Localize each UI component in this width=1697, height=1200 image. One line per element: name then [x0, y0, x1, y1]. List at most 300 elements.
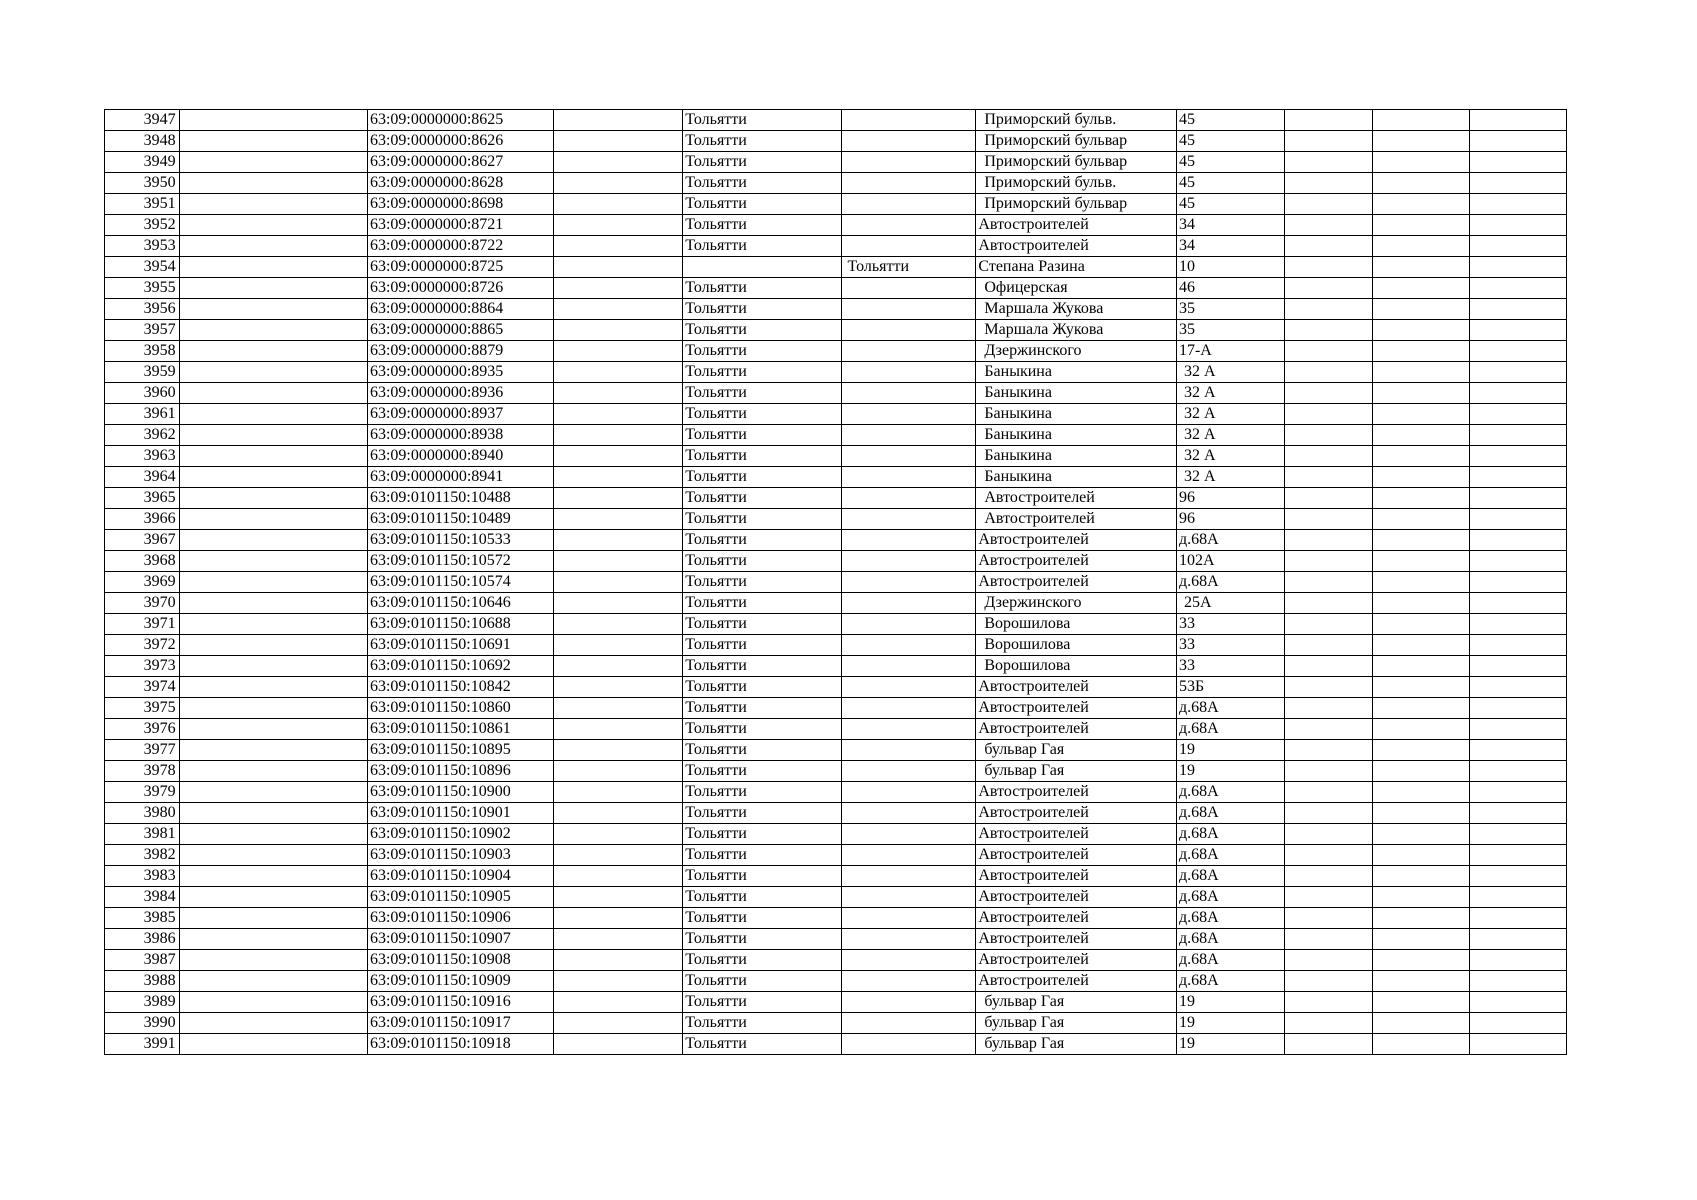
empty-cell — [1285, 1013, 1373, 1034]
empty-cell — [1469, 152, 1566, 173]
cadastral-number-cell: 63:09:0000000:8698 — [367, 194, 553, 215]
empty-cell — [1285, 908, 1373, 929]
city-cell: Тольятти — [683, 887, 841, 908]
empty-cell — [1469, 971, 1566, 992]
empty-cell — [554, 698, 683, 719]
row-number-cell: 3951 — [105, 194, 180, 215]
empty-cell — [1285, 656, 1373, 677]
table-row — [105, 236, 1567, 257]
settlement-cell — [841, 131, 976, 152]
city-cell: Тольятти — [683, 173, 841, 194]
empty-cell — [1469, 929, 1566, 950]
street-cell: Маршала Жукова — [976, 320, 1177, 341]
city-cell: Тольятти — [683, 530, 841, 551]
row-number-cell: 3972 — [105, 635, 180, 656]
table-row — [105, 110, 1567, 131]
city-cell: Тольятти — [683, 656, 841, 677]
empty-cell — [1285, 278, 1373, 299]
row-number-cell: 3968 — [105, 551, 180, 572]
house-cell: 96 — [1176, 509, 1284, 530]
empty-cell — [1373, 530, 1470, 551]
cadastral-number-cell: 63:09:0101150:10904 — [367, 866, 553, 887]
empty-cell — [554, 614, 683, 635]
house-cell: 32 А — [1176, 425, 1284, 446]
row-number-cell: 3988 — [105, 971, 180, 992]
empty-cell — [179, 446, 367, 467]
empty-cell — [179, 719, 367, 740]
street-cell: Ворошилова — [976, 635, 1177, 656]
table-row — [105, 215, 1567, 236]
empty-cell — [1373, 677, 1470, 698]
empty-cell — [1285, 824, 1373, 845]
empty-cell — [1373, 152, 1470, 173]
settlement-cell — [841, 152, 976, 173]
cadastral-number-cell: 63:09:0000000:8726 — [367, 278, 553, 299]
street-cell: Автостроителей — [976, 215, 1177, 236]
row-number-cell: 3948 — [105, 131, 180, 152]
empty-cell — [554, 509, 683, 530]
house-cell: 32 А — [1176, 362, 1284, 383]
empty-cell — [1285, 152, 1373, 173]
settlement-cell — [841, 593, 976, 614]
empty-cell — [1469, 593, 1566, 614]
settlement-cell — [841, 929, 976, 950]
street-cell: Приморский бульв. — [976, 173, 1177, 194]
settlement-cell — [841, 803, 976, 824]
empty-cell — [1469, 299, 1566, 320]
city-cell: Тольятти — [683, 131, 841, 152]
empty-cell — [1285, 761, 1373, 782]
house-cell: д.68А — [1176, 887, 1284, 908]
cadastral-number-cell: 63:09:0000000:8935 — [367, 362, 553, 383]
empty-cell — [554, 257, 683, 278]
empty-cell — [554, 1034, 683, 1055]
empty-cell — [554, 782, 683, 803]
empty-cell — [179, 551, 367, 572]
settlement-cell — [841, 194, 976, 215]
settlement-cell — [841, 1034, 976, 1055]
empty-cell — [1373, 131, 1470, 152]
table-row — [105, 509, 1567, 530]
city-cell: Тольятти — [683, 929, 841, 950]
table-row — [105, 677, 1567, 698]
table-row — [105, 950, 1567, 971]
table-row — [105, 719, 1567, 740]
row-number-cell: 3987 — [105, 950, 180, 971]
cadastral-number-cell: 63:09:0101150:10896 — [367, 761, 553, 782]
empty-cell — [179, 362, 367, 383]
empty-cell — [1285, 425, 1373, 446]
empty-cell — [1285, 467, 1373, 488]
street-cell: Автостроителей — [976, 551, 1177, 572]
city-cell: Тольятти — [683, 551, 841, 572]
street-cell: Автостроителей — [976, 698, 1177, 719]
house-cell: д.68А — [1176, 908, 1284, 929]
house-cell: 45 — [1176, 110, 1284, 131]
house-cell: 34 — [1176, 236, 1284, 257]
street-cell: бульвар Гая — [976, 992, 1177, 1013]
empty-cell — [1373, 509, 1470, 530]
house-cell: 19 — [1176, 992, 1284, 1013]
cadastral-number-cell: 63:09:0101150:10903 — [367, 845, 553, 866]
settlement-cell — [841, 908, 976, 929]
table-row — [105, 425, 1567, 446]
house-cell: 45 — [1176, 131, 1284, 152]
settlement-cell — [841, 782, 976, 803]
settlement-cell — [841, 656, 976, 677]
table-row — [105, 761, 1567, 782]
empty-cell — [1469, 740, 1566, 761]
row-number-cell: 3964 — [105, 467, 180, 488]
empty-cell — [1285, 992, 1373, 1013]
empty-cell — [554, 908, 683, 929]
empty-cell — [1373, 446, 1470, 467]
row-number-cell: 3984 — [105, 887, 180, 908]
empty-cell — [1373, 551, 1470, 572]
empty-cell — [179, 845, 367, 866]
settlement-cell — [841, 530, 976, 551]
house-cell: 19 — [1176, 761, 1284, 782]
city-cell: Тольятти — [683, 803, 841, 824]
row-number-cell: 3959 — [105, 362, 180, 383]
empty-cell — [1469, 803, 1566, 824]
empty-cell — [1373, 803, 1470, 824]
empty-cell — [1285, 215, 1373, 236]
table-row — [105, 572, 1567, 593]
city-cell: Тольятти — [683, 467, 841, 488]
row-number-cell: 3985 — [105, 908, 180, 929]
house-cell: 45 — [1176, 194, 1284, 215]
street-cell: Автостроителей — [976, 887, 1177, 908]
empty-cell — [554, 446, 683, 467]
row-number-cell: 3963 — [105, 446, 180, 467]
empty-cell — [1373, 908, 1470, 929]
street-cell: Приморский бульвар — [976, 152, 1177, 173]
city-cell: Тольятти — [683, 677, 841, 698]
empty-cell — [554, 635, 683, 656]
row-number-cell: 3969 — [105, 572, 180, 593]
row-number-cell: 3981 — [105, 824, 180, 845]
empty-cell — [554, 320, 683, 341]
settlement-cell — [841, 887, 976, 908]
empty-cell — [1285, 719, 1373, 740]
empty-cell — [1285, 446, 1373, 467]
empty-cell — [179, 530, 367, 551]
empty-cell — [179, 467, 367, 488]
empty-cell — [1469, 761, 1566, 782]
city-cell: Тольятти — [683, 698, 841, 719]
settlement-cell — [841, 1013, 976, 1034]
empty-cell — [1373, 593, 1470, 614]
row-number-cell: 3955 — [105, 278, 180, 299]
settlement-cell — [841, 509, 976, 530]
city-cell: Тольятти — [683, 782, 841, 803]
city-cell: Тольятти — [683, 509, 841, 530]
empty-cell — [179, 635, 367, 656]
table-row — [105, 908, 1567, 929]
street-cell: Офицерская — [976, 278, 1177, 299]
empty-cell — [1285, 509, 1373, 530]
empty-cell — [179, 698, 367, 719]
table-row — [105, 257, 1567, 278]
empty-cell — [179, 971, 367, 992]
row-number-cell: 3970 — [105, 593, 180, 614]
empty-cell — [554, 572, 683, 593]
empty-cell — [1373, 236, 1470, 257]
empty-cell — [1469, 362, 1566, 383]
settlement-cell — [841, 950, 976, 971]
settlement-cell — [841, 383, 976, 404]
empty-cell — [179, 656, 367, 677]
street-cell: Баныкина — [976, 362, 1177, 383]
empty-cell — [1285, 488, 1373, 509]
row-number-cell: 3961 — [105, 404, 180, 425]
row-number-cell: 3990 — [105, 1013, 180, 1034]
cadastral-number-cell: 63:09:0101150:10489 — [367, 509, 553, 530]
street-cell: бульвар Гая — [976, 761, 1177, 782]
cadastral-number-cell: 63:09:0000000:8941 — [367, 467, 553, 488]
settlement-cell — [841, 278, 976, 299]
house-cell: д.68А — [1176, 929, 1284, 950]
empty-cell — [554, 656, 683, 677]
table-row — [105, 614, 1567, 635]
empty-cell — [179, 866, 367, 887]
row-number-cell: 3952 — [105, 215, 180, 236]
empty-cell — [1469, 404, 1566, 425]
house-cell: 25А — [1176, 593, 1284, 614]
city-cell: Тольятти — [683, 488, 841, 509]
empty-cell — [179, 992, 367, 1013]
table-row — [105, 551, 1567, 572]
empty-cell — [1285, 971, 1373, 992]
empty-cell — [1373, 992, 1470, 1013]
settlement-cell — [841, 740, 976, 761]
empty-cell — [1285, 635, 1373, 656]
street-cell: Баныкина — [976, 383, 1177, 404]
empty-cell — [179, 887, 367, 908]
table-row — [105, 488, 1567, 509]
street-cell: бульвар Гая — [976, 1034, 1177, 1055]
empty-cell — [554, 677, 683, 698]
empty-cell — [554, 236, 683, 257]
empty-cell — [554, 362, 683, 383]
empty-cell — [179, 257, 367, 278]
empty-cell — [1373, 740, 1470, 761]
cadastral-number-cell: 63:09:0101150:10895 — [367, 740, 553, 761]
empty-cell — [554, 740, 683, 761]
settlement-cell — [841, 467, 976, 488]
empty-cell — [1469, 1034, 1566, 1055]
empty-cell — [179, 131, 367, 152]
row-number-cell: 3953 — [105, 236, 180, 257]
row-number-cell: 3971 — [105, 614, 180, 635]
settlement-cell — [841, 761, 976, 782]
row-number-cell: 3967 — [105, 530, 180, 551]
empty-cell — [554, 1013, 683, 1034]
city-cell: Тольятти — [683, 404, 841, 425]
cadastral-number-cell: 63:09:0000000:8721 — [367, 215, 553, 236]
house-cell: 45 — [1176, 152, 1284, 173]
empty-cell — [1469, 908, 1566, 929]
cadastral-number-cell: 63:09:0101150:10488 — [367, 488, 553, 509]
empty-cell — [1469, 236, 1566, 257]
settlement-cell: Тольятти — [841, 257, 976, 278]
table-row — [105, 887, 1567, 908]
city-cell: Тольятти — [683, 299, 841, 320]
empty-cell — [1285, 866, 1373, 887]
house-cell: 35 — [1176, 299, 1284, 320]
cadastral-number-cell: 63:09:0101150:10905 — [367, 887, 553, 908]
empty-cell — [1373, 341, 1470, 362]
empty-cell — [1373, 257, 1470, 278]
empty-cell — [1373, 761, 1470, 782]
row-number-cell: 3947 — [105, 110, 180, 131]
cadastral-number-cell: 63:09:0101150:10916 — [367, 992, 553, 1013]
empty-cell — [1469, 866, 1566, 887]
table-row — [105, 740, 1567, 761]
empty-cell — [1469, 530, 1566, 551]
settlement-cell — [841, 992, 976, 1013]
street-cell: Автостроителей — [976, 824, 1177, 845]
empty-cell — [1469, 719, 1566, 740]
settlement-cell — [841, 404, 976, 425]
registry-table-body — [105, 110, 1567, 1055]
city-cell: Тольятти — [683, 740, 841, 761]
house-cell: 33 — [1176, 614, 1284, 635]
house-cell: 19 — [1176, 1013, 1284, 1034]
empty-cell — [1373, 425, 1470, 446]
city-cell: Тольятти — [683, 215, 841, 236]
empty-cell — [1373, 824, 1470, 845]
cadastral-number-cell: 63:09:0000000:8879 — [367, 341, 553, 362]
empty-cell — [1469, 110, 1566, 131]
empty-cell — [1469, 341, 1566, 362]
cadastral-number-cell: 63:09:0101150:10646 — [367, 593, 553, 614]
city-cell: Тольятти — [683, 425, 841, 446]
empty-cell — [179, 593, 367, 614]
empty-cell — [554, 803, 683, 824]
city-cell: Тольятти — [683, 719, 841, 740]
empty-cell — [1373, 782, 1470, 803]
cadastral-number-cell: 63:09:0101150:10861 — [367, 719, 553, 740]
empty-cell — [554, 131, 683, 152]
empty-cell — [179, 1034, 367, 1055]
street-cell: Маршала Жукова — [976, 299, 1177, 320]
empty-cell — [179, 950, 367, 971]
table-row — [105, 320, 1567, 341]
empty-cell — [1469, 992, 1566, 1013]
row-number-cell: 3949 — [105, 152, 180, 173]
empty-cell — [554, 278, 683, 299]
table-row — [105, 341, 1567, 362]
empty-cell — [1373, 362, 1470, 383]
empty-cell — [1469, 950, 1566, 971]
cadastral-number-cell: 63:09:0101150:10907 — [367, 929, 553, 950]
cadastral-number-cell: 63:09:0101150:10860 — [367, 698, 553, 719]
empty-cell — [1285, 929, 1373, 950]
empty-cell — [179, 278, 367, 299]
cadastral-number-cell: 63:09:0101150:10901 — [367, 803, 553, 824]
empty-cell — [1285, 677, 1373, 698]
row-number-cell: 3986 — [105, 929, 180, 950]
settlement-cell — [841, 299, 976, 320]
empty-cell — [1469, 614, 1566, 635]
empty-cell — [1285, 782, 1373, 803]
empty-cell — [1373, 719, 1470, 740]
table-row — [105, 593, 1567, 614]
city-cell: Тольятти — [683, 824, 841, 845]
street-cell: Автостроителей — [976, 908, 1177, 929]
empty-cell — [1373, 929, 1470, 950]
empty-cell — [554, 593, 683, 614]
house-cell: 53Б — [1176, 677, 1284, 698]
empty-cell — [1373, 845, 1470, 866]
empty-cell — [554, 551, 683, 572]
empty-cell — [1373, 194, 1470, 215]
empty-cell — [554, 530, 683, 551]
row-number-cell: 3982 — [105, 845, 180, 866]
street-cell: Автостроителей — [976, 866, 1177, 887]
empty-cell — [554, 488, 683, 509]
street-cell: Автостроителей — [976, 719, 1177, 740]
row-number-cell: 3962 — [105, 425, 180, 446]
city-cell: Тольятти — [683, 950, 841, 971]
empty-cell — [1373, 383, 1470, 404]
cadastral-number-cell: 63:09:0101150:10906 — [367, 908, 553, 929]
empty-cell — [1373, 635, 1470, 656]
house-cell: д.68А — [1176, 782, 1284, 803]
settlement-cell — [841, 551, 976, 572]
empty-cell — [1373, 614, 1470, 635]
settlement-cell — [841, 572, 976, 593]
table-row — [105, 278, 1567, 299]
empty-cell — [179, 383, 367, 404]
settlement-cell — [841, 824, 976, 845]
empty-cell — [1469, 425, 1566, 446]
empty-cell — [1469, 173, 1566, 194]
empty-cell — [1469, 677, 1566, 698]
city-cell: Тольятти — [683, 278, 841, 299]
street-cell: Автостроителей — [976, 509, 1177, 530]
empty-cell — [179, 488, 367, 509]
empty-cell — [179, 152, 367, 173]
empty-cell — [554, 929, 683, 950]
table-row — [105, 782, 1567, 803]
empty-cell — [1285, 299, 1373, 320]
street-cell: Автостроителей — [976, 677, 1177, 698]
cadastral-number-cell: 63:09:0101150:10902 — [367, 824, 553, 845]
empty-cell — [179, 110, 367, 131]
city-cell: Тольятти — [683, 866, 841, 887]
city-cell: Тольятти — [683, 362, 841, 383]
cadastral-number-cell: 63:09:0000000:8864 — [367, 299, 553, 320]
cadastral-number-cell: 63:09:0000000:8628 — [367, 173, 553, 194]
street-cell: Автостроителей — [976, 845, 1177, 866]
empty-cell — [1469, 698, 1566, 719]
house-cell: 33 — [1176, 656, 1284, 677]
table-row — [105, 866, 1567, 887]
row-number-cell: 3973 — [105, 656, 180, 677]
cadastral-number-cell: 63:09:0000000:8940 — [367, 446, 553, 467]
row-number-cell: 3989 — [105, 992, 180, 1013]
cadastral-number-cell: 63:09:0101150:10909 — [367, 971, 553, 992]
table-row — [105, 635, 1567, 656]
row-number-cell: 3976 — [105, 719, 180, 740]
empty-cell — [1373, 488, 1470, 509]
row-number-cell: 3979 — [105, 782, 180, 803]
city-cell: Тольятти — [683, 971, 841, 992]
empty-cell — [179, 509, 367, 530]
